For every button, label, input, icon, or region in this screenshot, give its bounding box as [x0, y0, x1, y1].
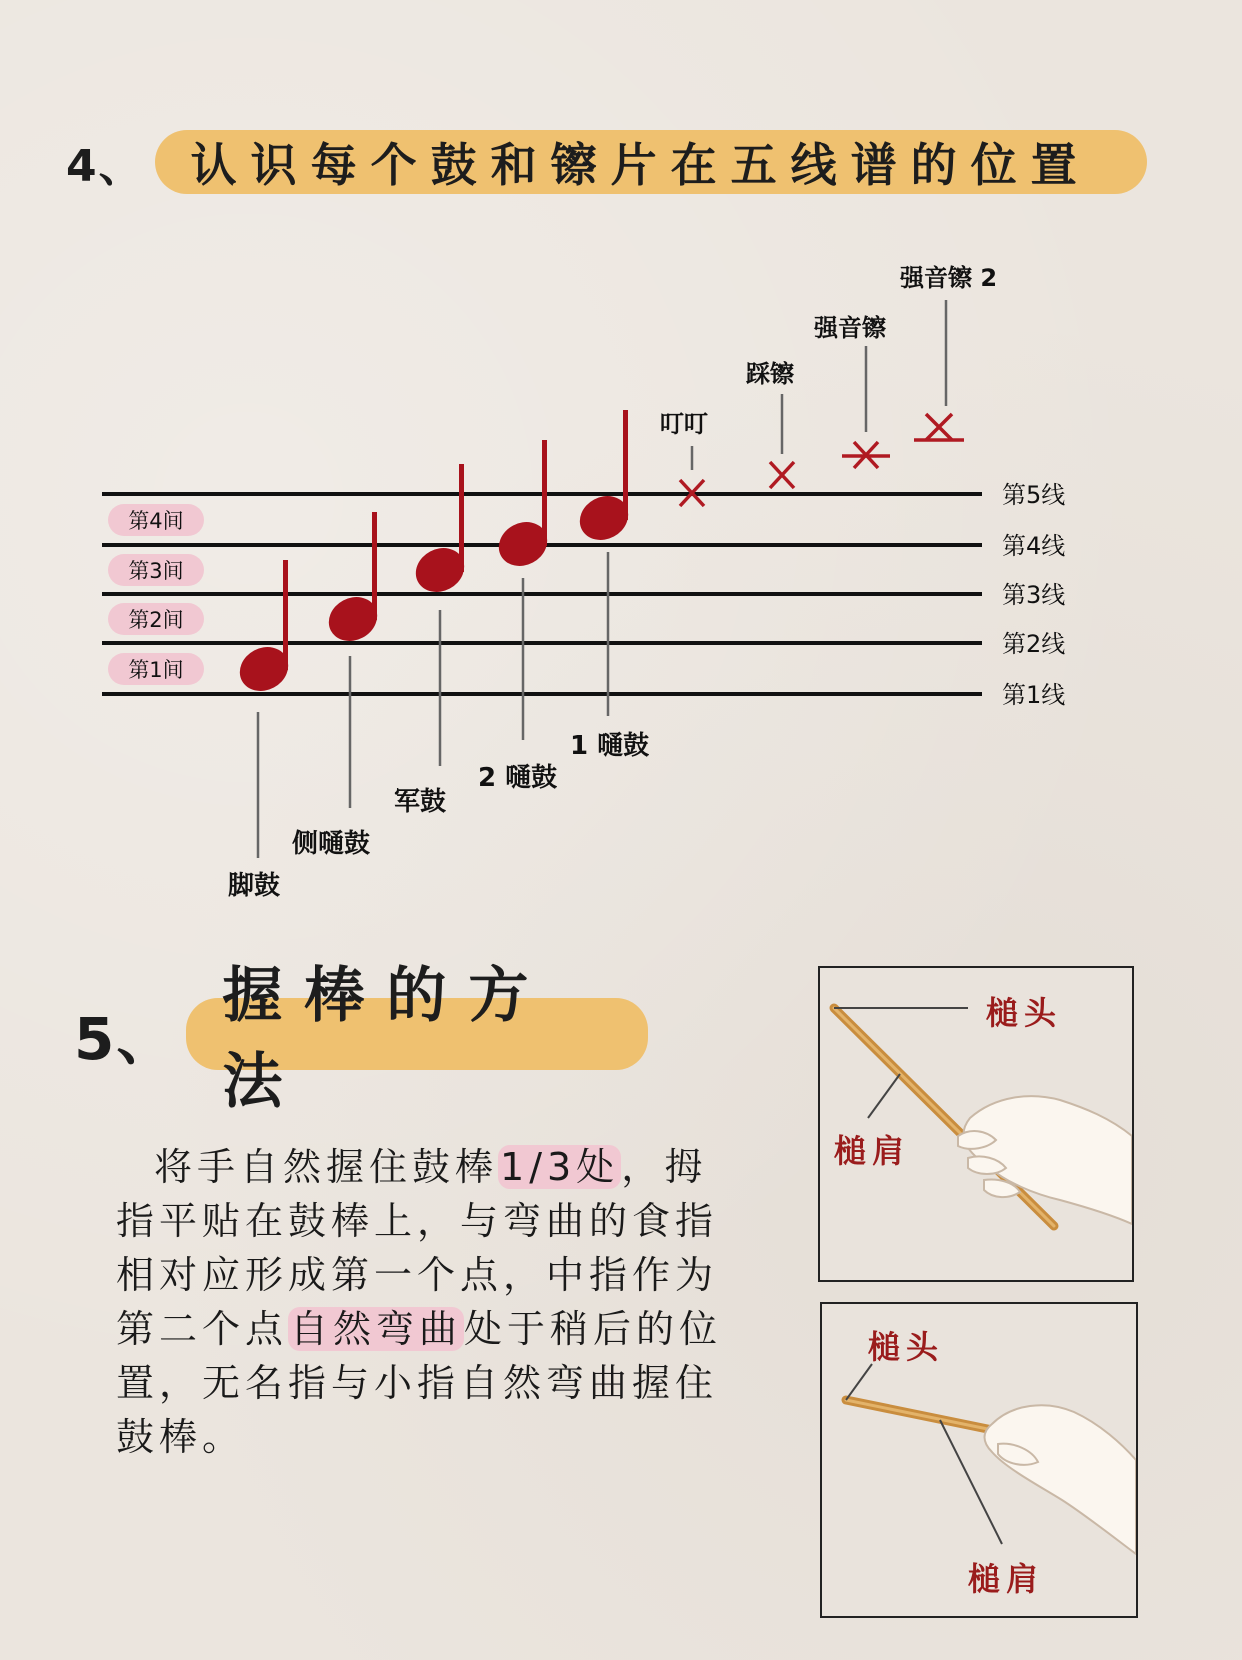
- paragraph-highlight-2: 自然弯曲: [290, 1307, 463, 1351]
- space-label-2: 第2间: [128, 608, 184, 632]
- grip-photo-top: [818, 966, 1134, 1282]
- cymbal-crash-mark: [842, 442, 890, 468]
- section-4-text: 认识每个鼓和镲片在五线谱的位置: [190, 138, 1091, 192]
- note-snare-drum: [408, 464, 472, 600]
- label-crash-2: 强音镲 2: [900, 264, 998, 292]
- paragraph-highlight-1: 1/3处: [500, 1145, 620, 1189]
- line-label-4: 第4线: [1002, 532, 1066, 560]
- space-label-4: 第4间: [128, 509, 184, 533]
- section-4-number: 4、: [66, 141, 145, 192]
- section-5-title: [74, 961, 648, 1117]
- stick-head-label-2: 槌头: [868, 1328, 945, 1366]
- label-crash: 强音镲: [814, 314, 886, 342]
- line-label-3: 第3线: [1002, 581, 1066, 609]
- label-floor-tom: 侧嗵鼓: [292, 829, 371, 859]
- stick-shoulder-label-1: 槌肩: [834, 1132, 911, 1170]
- label-tom-1: 1 嗵鼓: [570, 731, 650, 761]
- grip-photo-bottom: [820, 1302, 1138, 1618]
- paragraph-part-1: 将手自然握住鼓棒: [154, 1145, 499, 1189]
- paragraph-part-3: 处于稍后的位置，无名指与小指自然弯曲握住鼓棒。: [116, 1307, 723, 1459]
- note-bass-drum: [232, 560, 296, 699]
- label-ride: 叮叮: [660, 410, 708, 438]
- label-bass-drum: 脚鼓: [228, 871, 281, 901]
- cymbal-hihat-mark: [770, 462, 794, 488]
- line-label-5: 第5线: [1002, 481, 1066, 509]
- space-label-3: 第3间: [128, 559, 184, 583]
- label-snare-drum: 军鼓: [394, 787, 447, 817]
- section-5-pill: [186, 961, 648, 1117]
- note-floor-tom: [321, 512, 385, 649]
- note-tom-1: [572, 410, 636, 548]
- space-label-1: 第1间: [128, 658, 184, 682]
- stick-head-label-1: 槌头: [986, 994, 1063, 1032]
- paragraph-part-2: ，拇指平贴在鼓棒上，与弯曲的食指相对应形成第一个点，中指作为第二个点: [116, 1145, 719, 1351]
- label-tom-2: 2 嗵鼓: [478, 763, 558, 793]
- label-hihat: 踩镲: [746, 360, 794, 388]
- stick-shoulder-label-2: 槌肩: [968, 1560, 1045, 1598]
- section-5-number: 5、: [74, 1005, 177, 1073]
- section-5-text: 握棒的方法: [222, 961, 551, 1117]
- line-label-1: 第1线: [1002, 681, 1066, 709]
- grip-description: [116, 1140, 736, 1464]
- line-label-2: 第2线: [1002, 630, 1066, 658]
- note-tom-2: [491, 440, 555, 574]
- cymbal-crash2-mark: [914, 414, 964, 440]
- stick-grip-illustration-1: [820, 968, 1132, 1280]
